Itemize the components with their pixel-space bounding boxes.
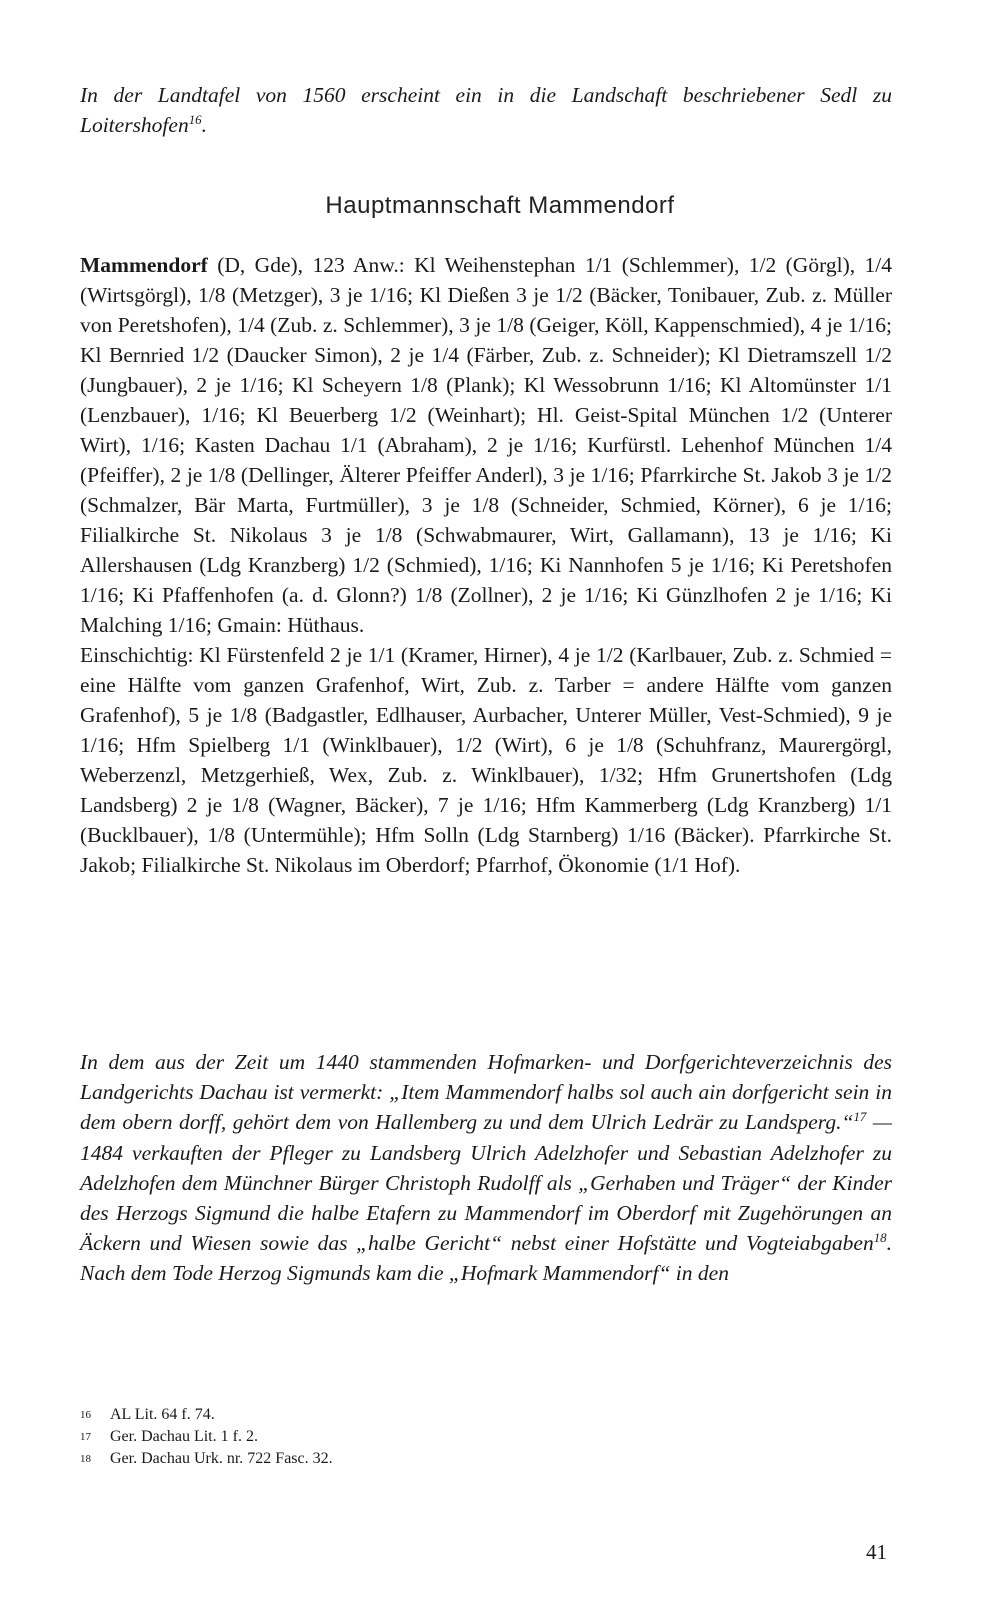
footnotes [80, 1404, 780, 1470]
footnote-ref-17: 17 [853, 1110, 867, 1125]
mammendorf-entry [80, 250, 892, 880]
note-part-1: In dem aus der Zeit um 1440 stammenden Hofmarken- und Dorfgerichteverzeichnis des Landgerichts Dachau ist vermerkt: „Item Mammendorf halbs sol auch ain dorfgericht sein in dem obern dorff, gehört dem von Hallemberg zu und dem Ulrich Ledrär zu Landsperg.“ [80, 1050, 892, 1135]
entry-body: (D, Gde), 123 Anw.: Kl Weihenstephan 1/1 (Schlemmer), 1/2 (Görgl), 1/4 (Wirtsgörgl), 1/8 (Metzger), 3 je 1/16; Kl Dießen 3 je 1/2 (Bäcker, Tonibauer, Zub. z. Müller von Peretshofen), 1/4 (Zub. z. Schlemmer), 3 je 1/8 (Geiger, Köll, Kappenschmied), 4 je 1/16; Kl Bernried 1/2 (Daucker Simon), 2 je 1/4 (Färber, Zub. z. Schneider); Kl Dietramszell 1/2 (Jungbauer), 2 je 1/16; Kl Scheyern 1/8 (Plank); Kl Wessobrunn 1/16; Kl Altomünster 1/1 (Lenzbauer), 1/16; Kl Beuerberg 1/2 (Weinhart); Hl. Geist-Spital München 1/2 (Unterer Wirt), 1/16; Kasten Dachau 1/1 (Abraham), 2 je 1/16; Kurfürstl. Lehenhof München 1/4 (Pfeiffer), 2 je 1/8 (Dellinger, Älterer Pfeiffer Anderl), 3 je 1/16; Pfarrkirche St. Jakob 3 je 1/2 (Schmalzer, Bär Marta, Furtmüller), 3 je 1/8 (Schneider, Schmied, Körner), 6 je 1/16; Filialkirche St. Nikolaus 3 je 1/8 (Schwabmaurer, Wirt, Gallamann), 13 je 1/16; Ki Allershausen (Ldg Kranzberg) 1/2 (Schmied), 1/16; Ki Nannhofen 5 je 1/16; Ki Peretshofen 1/16; Ki Pfaffenhofen (a. d. Glonn?) 1/8 (Zollner), 2 je 1/16; Ki Günzlhofen 2 je 1/16; Ki Malching 1/16; Gmain: Hüthaus. [80, 253, 892, 637]
section-heading: Hauptmannschaft Mammendorf [325, 192, 675, 219]
footnote-text: Ger. Dachau Urk. nr. 722 Fasc. 32. [110, 1450, 333, 1467]
footnote-number: 16 [80, 1409, 91, 1421]
footnote-ref-18: 18 [873, 1231, 887, 1246]
footnote-number: 18 [80, 1453, 91, 1465]
footnote-16 [80, 1404, 780, 1426]
footnote-number: 17 [80, 1431, 91, 1443]
entry-main-paragraph [80, 250, 892, 640]
footnote-17 [80, 1426, 780, 1448]
page-number: 41 [866, 1540, 887, 1564]
entry-lead-term: Mammendorf [80, 253, 208, 277]
intro-paragraph: In der Landtafel von 1560 erscheint ein in die Landschaft beschriebener Sedl zu Loitershofen$^{16}$. [80, 83, 892, 137]
footnote-18 [80, 1448, 780, 1470]
historical-note [80, 1047, 892, 1289]
entry-einschichtig-paragraph: Einschichtig: Kl Fürstenfeld 2 je 1/1 (Kramer, Hirner), 4 je 1/2 (Karlbauer, Zub. z. Schmied = eine Hälfte vom ganzen Grafenhof, Wirt, Zub. z. Tarber = andere Hälfte vom ganzen Grafenhof), 5 je 1/8 (Badgastler, Edlhauser, Aurbacher, Unterer Müller, Vest-Schmied), 9 je 1/16; Hfm Spielberg 1/1 (Winklbauer), 1/2 (Wirt), 6 je 1/8 (Schuhfranz, Maurergörgl, Weberzenzl, Metzgerhieß, Wex, Zub. z. Winklbauer), 1/32; Hfm Grunertshofen (Ldg Landsberg) 2 je 1/8 (Wagner, Bäcker), 7 je 1/16; Hfm Kammerberg (Ldg Kranzberg) 1/1 (Bucklbauer), 1/8 (Untermühle); Hfm Solln (Ldg Starnberg) 1/16 (Bäcker). Pfarrkirche St. Jakob; Filialkirche St. Nikolaus im Oberdorf; Pfarrhof, Ökonomie (1/1 Hof). [80, 643, 892, 877]
footnote-ref-16: 16 [188, 112, 202, 127]
note-part-2: — 1484 verkauften der Pfleger zu Landsberg Ulrich Adelzhofer und Sebastian Adelzhofer zu Adelzhofen dem Münchner Bürger Christoph Rudolff als „Gerhaben und Träger“ der Kinder des Herzogs Sigmund die halbe Etafern zu Mammendorf im Oberdorf mit Zugehörungen an Äckern und Wiesen sowie das „halbe Gericht“ nebst einer Hofstätte und Vogteiabgaben [80, 1110, 892, 1256]
intro-text: In der Landtafel von 1560 erscheint ein in die Landschaft beschriebener Sedl zu Loitershofen [80, 83, 892, 137]
note-part-3: . Nach dem Tode Herzog Sigmunds kam die „Hofmark Mammendorf“ in den [80, 1231, 892, 1286]
footnote-text: Ger. Dachau Lit. 1 f. 2. [110, 1428, 258, 1445]
footnote-text: AL Lit. 64 f. 74. [110, 1406, 215, 1423]
